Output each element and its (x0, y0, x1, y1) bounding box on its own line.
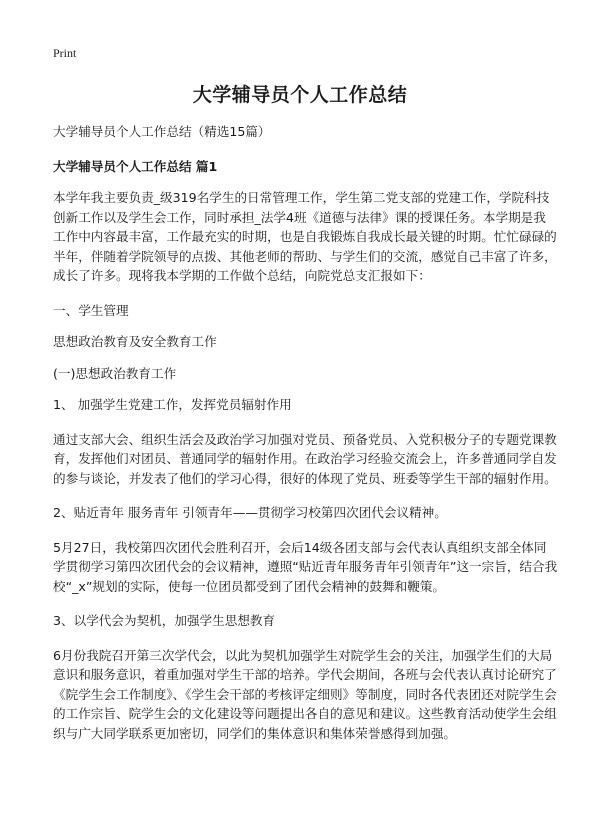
heading-student-congress: 3、以学代会为契机，加强学生思想教育 (53, 613, 276, 628)
paragraph-youth-service: 5月27日，我校第四次团代会胜利召开，会后14级各团支部与会代表认真组织支部全体同学贯彻学习第四次团代会的会议精神，遵照“贴近青年服务青年引领青年”这一宗旨，结合我校“_x”规划的实际，使每一位团员都受到了团代会精神的鼓舞和鞭策。 (53, 539, 558, 594)
heading-political-education: (一)思想政治教育工作 (53, 365, 177, 381)
heading-youth-service: 2、贴近青年 服务青年 引领青年——贯彻学习校第四次团代会议精神。 (53, 505, 447, 520)
paragraph-intro: 本学年我主要负责_级319名学生的日常管理工作，学生第二党支部的党建工作，学院科技创新工作以及学生会工作，同时承担_法学4班《道德与法律》课的授课任务。本学期是我工作中内容最丰富，工作最充实的时期，也是自我锻炼自我成长最关键的时期。忙忙碌碌的半年，伴随着学院领导的点拨、其他老师的帮助、与学生们的交流，感觉自己丰富了许多，成长了许多。现将我本学期的工作做个总结，向院党总支汇报如下： (53, 190, 557, 283)
paragraph-student-congress: 6月份我院召开第三次学代会，以此为契机加强学生对院学生会的关注，加强学生们的大局意识和服务意识，着重加强对学生干部的培养。学代会期间，各班与会代表认真讨论研究了《院学生会工作制度》、《学生会干部的考核评定细则》等制度，同时各代表团还对院学生会的工作宗旨、院学生会的文化建设等问题提出各自的意见和建议。这些教育活动使学生会组织与广大同学联系更加密切，同学们的集体意识和集体荣誉感得到加强。 (53, 647, 557, 741)
heading-student-management: 一、学生管理 (53, 302, 129, 318)
print-link[interactable]: Print (53, 46, 77, 60)
heading-political-safety-education: 思想政治教育及安全教育工作 (53, 334, 217, 349)
document-body (53, 122, 558, 758)
document-subtitle: 大学辅导员个人工作总结（精选15篇） (53, 124, 271, 139)
heading-party-building: 1、 加强学生党建工作，发挥党员辐射作用 (53, 397, 292, 412)
page-title: 大学辅导员个人工作总结 (192, 84, 408, 106)
section-heading: 大学辅导员个人工作总结 篇1 (53, 158, 218, 174)
paragraph-party-building: 通过支部大会、组织生活会及政治学习加强对党员、预备党员、入党积极分子的专题党课教育，发挥他们对团员、普通同学的辐射作用。在政治学习经验交流会上，许多普通同学自发的参与谈论，并发表了他们的学习心得，很好的体现了党员、班委等学生干部的辐射作用。 (53, 431, 557, 486)
